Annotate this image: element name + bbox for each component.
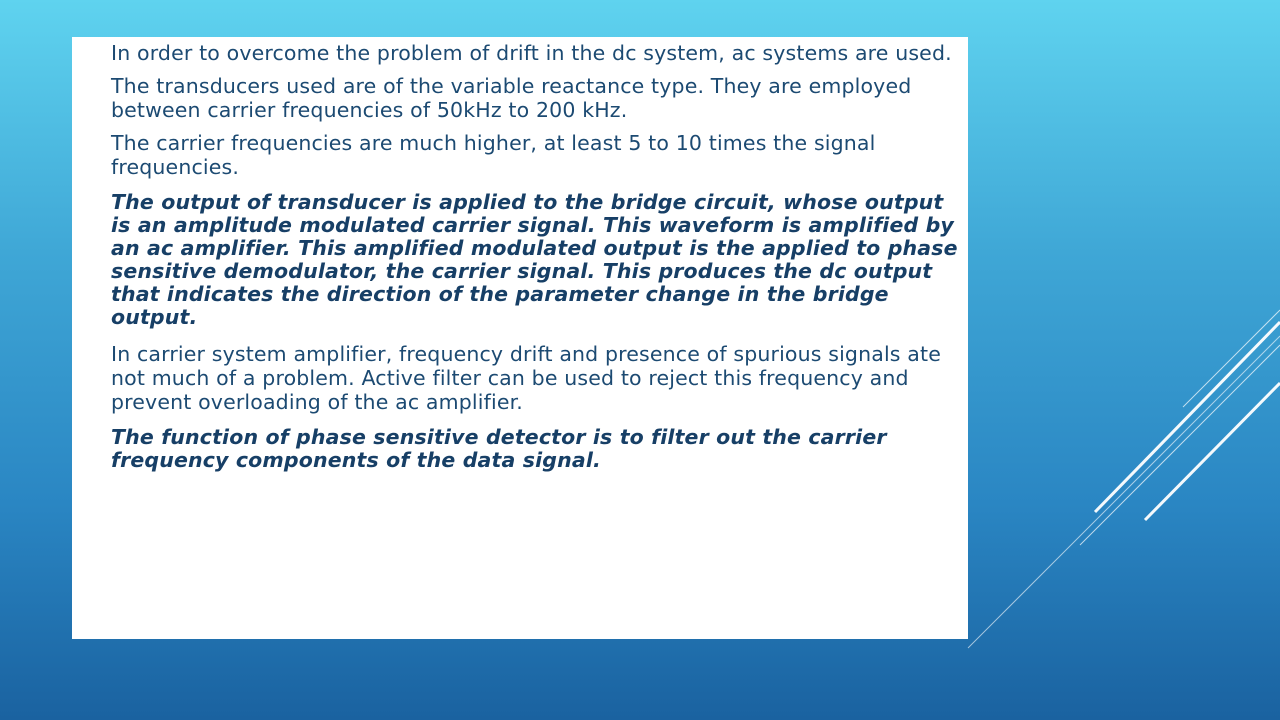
paragraph-phase-detector: The function of phase sensitive detector is to filter out the carrier frequency components of the data signal. bbox=[111, 425, 887, 472]
paragraph-carrier-amplifier: In carrier system amplifier, frequency drift and presence of spurious signals ate not much of a problem. Active filter can be used to reject this frequency and prevent overloading of the ac amplifier. bbox=[111, 342, 941, 414]
paragraph-carrier-frequencies: The carrier frequencies are much higher, at least 5 to 10 times the signal frequencies. bbox=[111, 131, 876, 179]
content-box bbox=[72, 37, 968, 639]
paragraph-transducers: The transducers used are of the variable reactance type. They are employed between carrier frequencies of 50kHz to 200 kHz. bbox=[111, 74, 912, 122]
paragraph-drift: In order to overcome the problem of drift in the dc system, ac systems are used. bbox=[111, 41, 952, 65]
paragraph-bridge-output: The output of transducer is applied to the bridge circuit, whose output is an amplitude modulated carrier signal. This waveform is amplified by an ac amplifier. This amplified modulated output is the applied to phase sensitive demodulator, the carrier signal. This produces the dc output that indicates the direction of the parameter change in the bridge output. bbox=[111, 190, 958, 329]
